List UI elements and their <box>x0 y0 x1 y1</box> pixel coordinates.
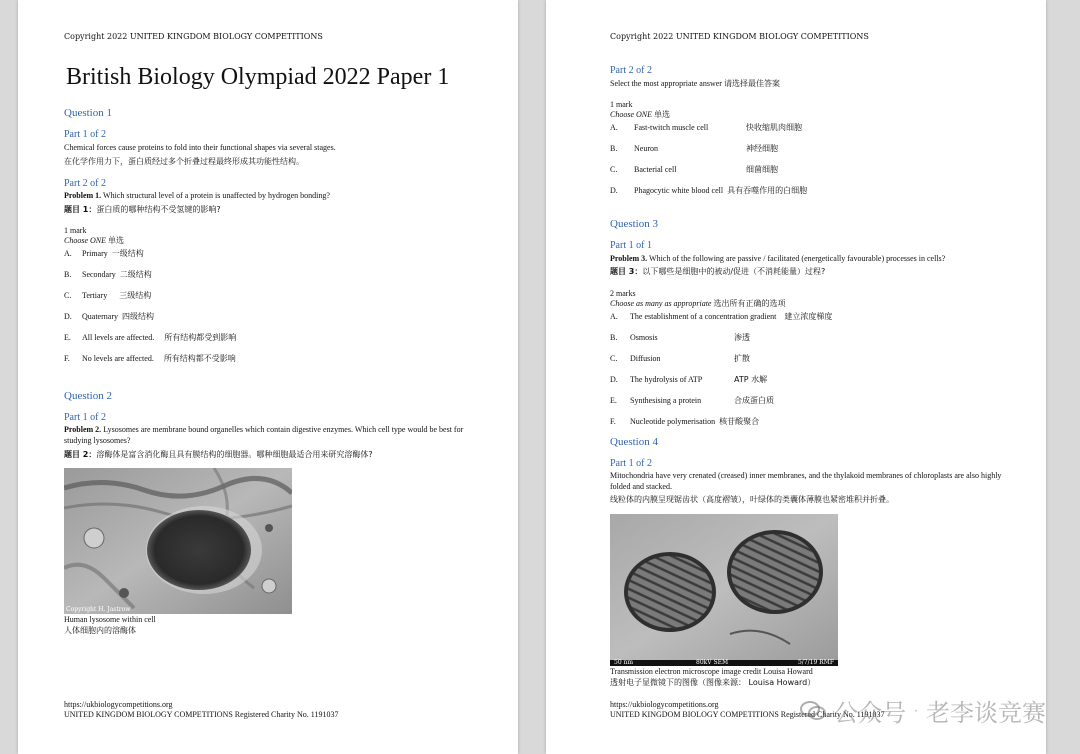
wechat-icon <box>800 700 826 722</box>
problem-text: Which of the following are passive / facilitated (energetically favourable) processes in cells? <box>647 254 946 263</box>
q1-option-a[interactable]: A. Primary 一级结构 <box>64 249 144 258</box>
watermark-text-left: 公众号 <box>834 699 907 727</box>
footer-url[interactable]: https://ukbiologycompetitions.org <box>610 700 719 709</box>
q2-problem <box>64 424 464 446</box>
problem-text: Lysosomes are membrane bound organelles which contain digestive enzymes. Which cell type would be best for studying lysosomes? <box>64 425 464 445</box>
q2-option-b[interactable]: B. Neuron 神经细胞 <box>610 144 778 153</box>
q2-choose <box>610 109 670 120</box>
watermark <box>800 693 1046 728</box>
choose-label-zh: 单选 <box>654 110 670 119</box>
q3-option-e[interactable]: E. Synthesising a protein 合成蛋白质 <box>610 396 774 405</box>
choose-label-zh: 选出所有正确的选项 <box>713 299 786 308</box>
q3-option-f[interactable]: F. Nucleotide polymerisation 核苷酸聚合 <box>610 417 760 426</box>
q3-problem <box>610 253 945 264</box>
q1-option-d[interactable]: D. Quaternary 四级结构 <box>64 312 154 321</box>
q3-choose <box>610 298 785 309</box>
q4-caption: Transmission electron microscope image credit Louisa Howard <box>610 667 813 676</box>
q1-part2-heading: Part 2 of 2 <box>64 178 106 189</box>
instruction-text: Select the most appropriate answer <box>610 79 722 88</box>
q1-part1-heading: Part 1 of 2 <box>64 129 106 140</box>
q1-option-b[interactable]: B. Secondary 二级结构 <box>64 270 152 279</box>
scale-bar-label: 50 nm <box>614 659 634 666</box>
footer-charity: UNITED KINGDOM BIOLOGY COMPETITIONS Registered Charity No. 1191037 <box>610 710 885 719</box>
q2-caption-zh: 人体细胞内的溶酶体 <box>64 626 136 635</box>
watermark-text-right: 老李谈竞赛 <box>926 699 1046 727</box>
q3-option-c[interactable]: C. Diffusion 扩散 <box>610 354 750 363</box>
choose-label-zh: 单选 <box>108 236 124 245</box>
instruction-text-zh: 请选择最佳答案 <box>723 79 780 88</box>
q1-problem <box>64 190 330 201</box>
document-page-1 <box>18 0 518 754</box>
choose-label: Choose ONE <box>64 236 106 245</box>
image-credit: Copyright H. Jastrow <box>66 606 131 613</box>
q2-option-c[interactable]: C. Bacterial cell 细菌细胞 <box>610 165 778 174</box>
problem-label-zh: 题目 1： <box>64 205 97 214</box>
q2-marks: 1 mark <box>610 100 633 109</box>
choose-label: Choose as many as appropriate <box>610 299 712 308</box>
q3-marks: 2 marks <box>610 289 636 298</box>
q3-part1-heading: Part 1 of 1 <box>610 240 652 251</box>
lysosome-micrograph <box>64 468 292 614</box>
microscope-settings: 80kV SEM <box>696 659 729 666</box>
choose-label: Choose ONE <box>610 110 652 119</box>
q3-problem-zh <box>610 266 825 277</box>
q4-part1-heading: Part 1 of 2 <box>610 458 652 469</box>
q4-caption-zh: 透射电子显微镜下的图像（图像来源： Louisa Howard） <box>610 678 816 687</box>
problem-text-zh: 蛋白质的哪种结构不受氢键的影响? <box>96 205 221 214</box>
q4-text-zh: 线粒体的内膜呈现锯齿状（高度褶皱），叶绿体的类囊体薄膜也紧密堆积并折叠。 <box>610 495 894 504</box>
q1-part1-text-zh: 在化学作用力下，蛋白质经过多个折叠过程最终形成其功能性结构。 <box>64 157 304 166</box>
document-page-2 <box>546 0 1046 754</box>
problem-text: Which structural level of a protein is unaffected by hydrogen bonding? <box>101 191 330 200</box>
problem-label: Problem 1. <box>64 191 102 200</box>
document-title: British Biology Olympiad 2022 Paper 1 <box>66 64 450 90</box>
q4-text: Mitochondria have very crenated (creased) inner membranes, and the thylakoid membranes of chloroplasts are also highly folded and stacked. <box>610 471 1002 491</box>
q1-part1-text: Chemical forces cause proteins to fold into their functional shapes via several stages. <box>64 143 336 152</box>
q2-instruction <box>610 78 780 89</box>
mitochondria-micrograph <box>610 514 838 666</box>
q1-option-c[interactable]: C. Tertiary 三级结构 <box>64 291 152 300</box>
question-2-heading: Question 2 <box>64 390 112 402</box>
q1-problem-zh <box>64 204 221 215</box>
q2-part2-heading: Part 2 of 2 <box>610 65 652 76</box>
copyright-header: Copyright 2022 UNITED KINGDOM BIOLOGY COMPETITIONS <box>610 32 869 41</box>
q2-caption: Human lysosome within cell <box>64 615 156 624</box>
q1-choose <box>64 235 124 246</box>
q1-marks: 1 mark <box>64 226 87 235</box>
mitochondria-image <box>610 514 838 666</box>
q1-option-f[interactable]: F. No levels are affected. 所有结构都不受影响 <box>64 354 236 363</box>
problem-text-zh: 溶酶体是富含消化酶且具有膜结构的细胞器。哪种细胞最适合用来研究溶酶体? <box>96 450 373 459</box>
image-date: 5/7/19 RMF <box>797 659 834 666</box>
watermark-separator: · <box>914 703 918 718</box>
problem-label-zh: 题目 2： <box>64 450 97 459</box>
footer-charity: UNITED KINGDOM BIOLOGY COMPETITIONS Registered Charity No. 1191037 <box>64 710 339 719</box>
q2-part1-heading: Part 1 of 2 <box>64 412 106 423</box>
q3-option-b[interactable]: B. Osmosis 渗透 <box>610 333 750 342</box>
question-4-heading: Question 4 <box>610 436 658 448</box>
copyright-header: Copyright 2022 UNITED KINGDOM BIOLOGY COMPETITIONS <box>64 32 323 41</box>
lysosome-image <box>64 468 292 614</box>
problem-label-zh: 题目 3： <box>610 267 643 276</box>
footer-url[interactable]: https://ukbiologycompetitions.org <box>64 700 173 709</box>
q3-option-d[interactable]: D. The hydrolysis of ATP ATP 水解 <box>610 375 768 384</box>
question-3-heading: Question 3 <box>610 218 658 230</box>
q3-option-a[interactable]: A. The establishment of a concentration gradient 建立浓度梯度 <box>610 312 833 321</box>
problem-label: Problem 2. <box>64 425 102 434</box>
problem-label: Problem 3. <box>610 254 648 263</box>
q1-option-e[interactable]: E. All levels are affected. 所有结构都受到影响 <box>64 333 237 342</box>
problem-text-zh: 以下哪些是细胞中的被动/促进（不消耗能量）过程? <box>642 267 826 276</box>
q2-option-a[interactable]: A. Fast-twitch muscle cell 快收缩肌肉细胞 <box>610 123 802 132</box>
q2-problem-zh <box>64 449 373 460</box>
question-1-heading: Question 1 <box>64 107 112 119</box>
q2-option-d[interactable]: D. Phagocytic white blood cell 具有吞噬作用的白细胞 <box>610 186 808 195</box>
